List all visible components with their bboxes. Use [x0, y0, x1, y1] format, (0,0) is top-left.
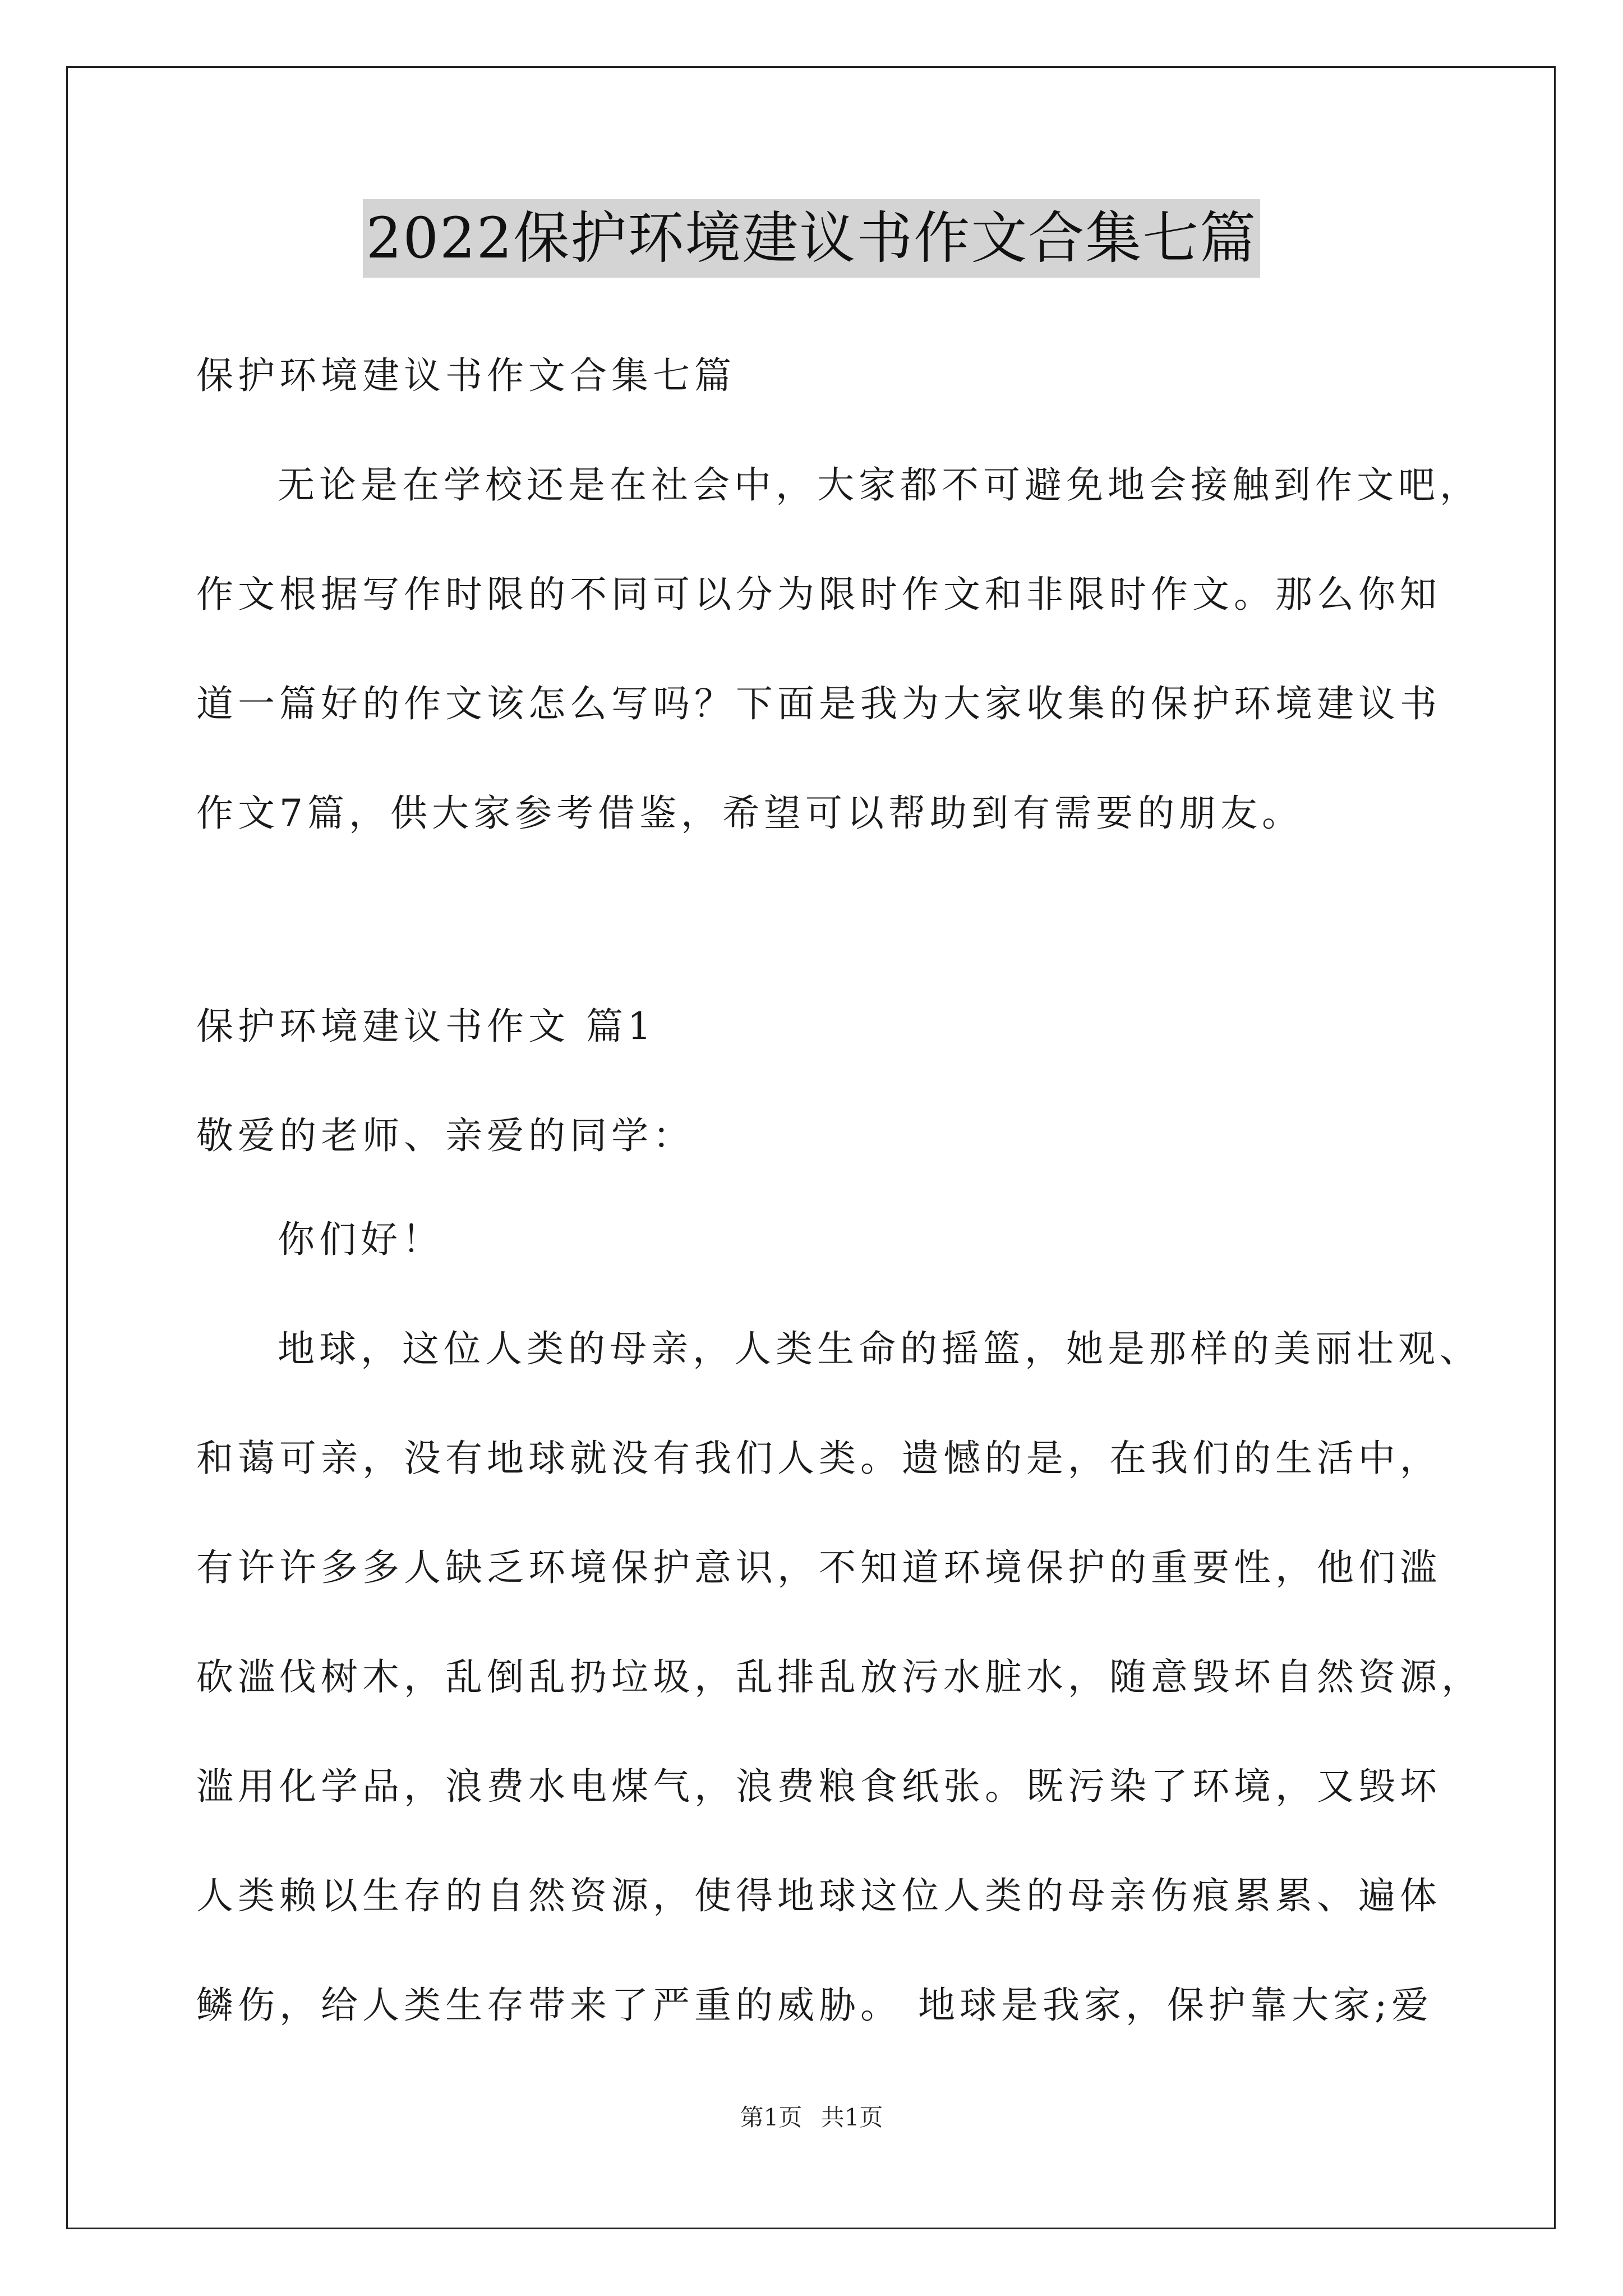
- intro-line: 无论是在学校还是在社会中，大家都不可避免地会接触到作文吧，: [278, 463, 1481, 507]
- section-heading: 保护环境建议书作文 篇1: [196, 1005, 656, 1048]
- body-line: 鳞伤，给人类生存带来了严重的威胁。 地球是我家，保护靠大家;爱: [196, 1984, 1433, 2027]
- document-title: 2022保护环境建议书作文合集七篇: [363, 199, 1261, 278]
- page-footer: 第1页 共1页: [740, 2104, 883, 2131]
- body-line: 人类赖以生存的自然资源，使得地球这位人类的母亲伤痕累累、遍体: [196, 1874, 1441, 1917]
- body-line: 和蔼可亲，没有地球就没有我们人类。遗憾的是，在我们的生活中，: [196, 1437, 1441, 1480]
- intro-line: 道一篇好的作文该怎么写吗？下面是我为大家收集的保护环境建议书: [196, 682, 1441, 725]
- intro-line: 作文7篇，供大家参考借鉴，希望可以帮助到有需要的朋友。: [196, 792, 1303, 835]
- greeting: 你们好！: [278, 1218, 444, 1261]
- body-line: 地球，这位人类的母亲，人类生命的摇篮，她是那样的美丽壮观、: [278, 1327, 1481, 1370]
- salutation: 敬爱的老师、亲爱的同学：: [196, 1114, 694, 1157]
- body-line: 砍滥伐树木，乱倒乱扔垃圾，乱排乱放污水脏水，随意毁坏自然资源，: [196, 1655, 1483, 1699]
- document-subtitle: 保护环境建议书作文合集七篇: [196, 354, 736, 397]
- title-container: [0, 199, 1623, 278]
- body-line: 有许许多多人缺乏环境保护意识，不知道环境保护的重要性，他们滥: [196, 1546, 1441, 1589]
- body-line: 滥用化学品，浪费水电煤气，浪费粮食纸张。既污染了环境，又毁坏: [196, 1765, 1441, 1808]
- intro-line: 作文根据写作时限的不同可以分为限时作文和非限时作文。那么你知: [196, 573, 1441, 616]
